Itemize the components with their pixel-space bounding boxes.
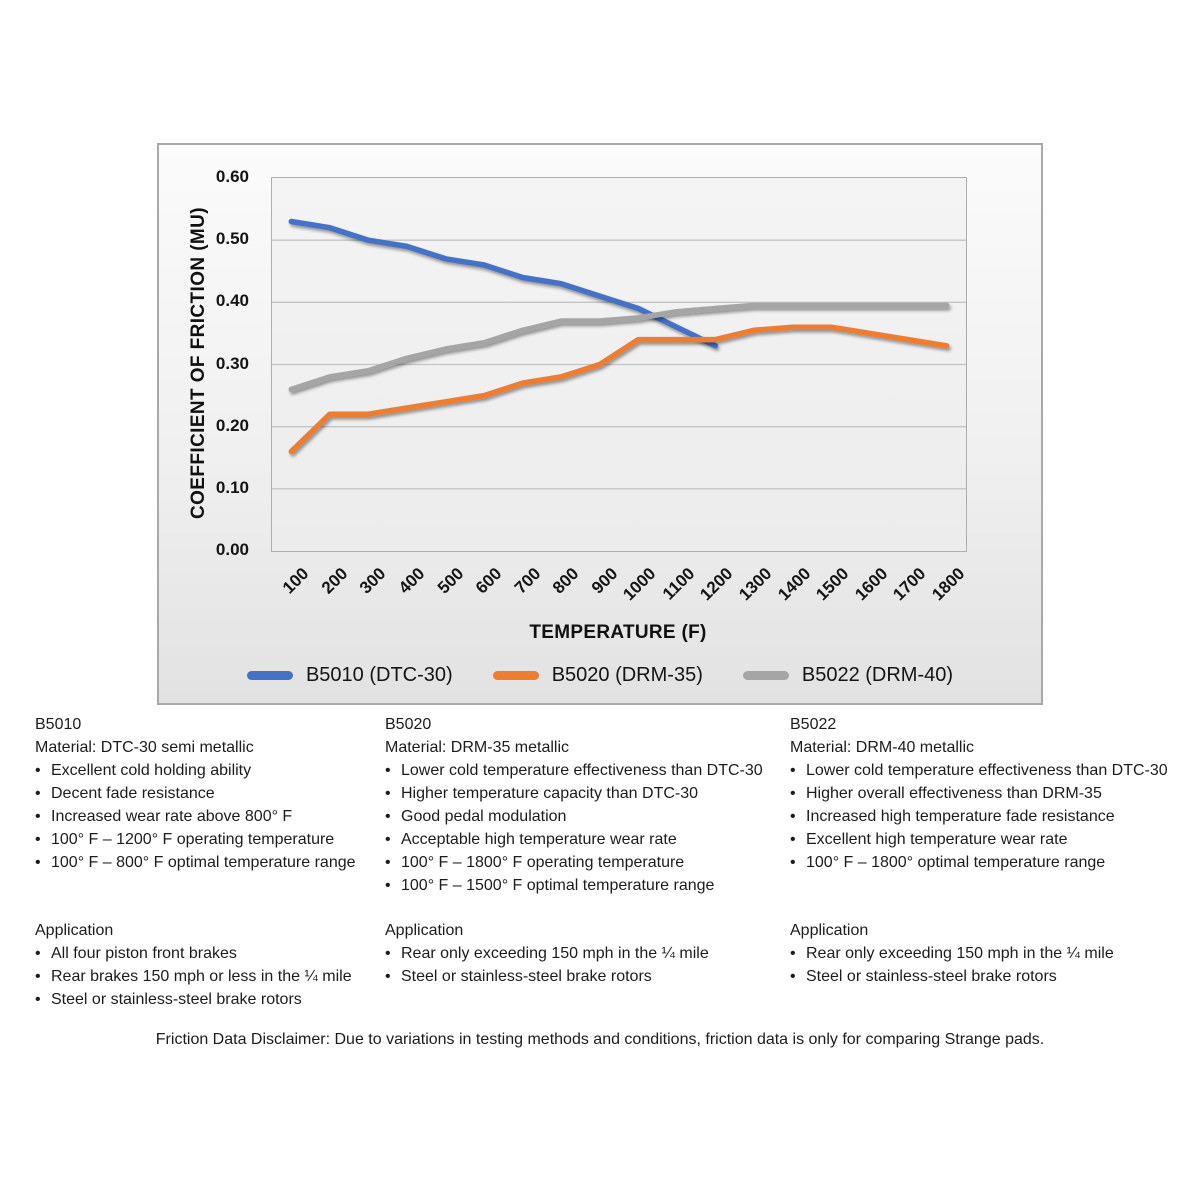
- legend-swatch-b5010: [247, 671, 293, 680]
- bullet-item: [790, 965, 1190, 988]
- x-tick-label: 300: [356, 564, 390, 598]
- bullet-item: [35, 759, 383, 782]
- bullet-glyph: •: [790, 945, 796, 962]
- bullet-text: 100° F – 800° F optimal temperature range: [51, 854, 356, 871]
- chart-svg: [272, 178, 966, 551]
- bullet-glyph: •: [35, 854, 41, 871]
- bullet-glyph: •: [35, 785, 41, 802]
- application-title: Application: [790, 922, 869, 939]
- material-line: Material: DRM-40 metallic: [790, 739, 975, 756]
- x-axis-title: TEMPERATURE (F): [529, 622, 707, 643]
- y-tick-label: 0.10: [215, 477, 249, 497]
- bullet-glyph: •: [790, 762, 796, 779]
- product-title: B5022: [790, 716, 837, 733]
- bullet-glyph: •: [385, 785, 391, 802]
- bullet-text: Acceptable high temperature wear rate: [401, 831, 677, 848]
- bullet-text: Increased high temperature fade resistance: [806, 808, 1115, 825]
- bullet-item: [385, 965, 787, 988]
- bullet-text: Rear only exceeding 150 mph in the ¼ mile: [401, 945, 709, 962]
- bullet-text: Decent fade resistance: [51, 785, 215, 802]
- bullet-item: [385, 942, 787, 965]
- bullet-item: [385, 874, 787, 897]
- bullet-item: [35, 805, 383, 828]
- bullet-item: [790, 805, 1190, 828]
- bullet-text: Steel or stainless-steel brake rotors: [401, 968, 652, 985]
- x-tick-label: 1400: [773, 564, 814, 605]
- bullet-text: 100° F – 1200° F operating temperature: [51, 831, 335, 848]
- bullet-text: Excellent cold holding ability: [51, 762, 252, 779]
- product-title: B5020: [385, 716, 432, 733]
- bullet-glyph: •: [385, 808, 391, 825]
- material-line: Material: DRM-35 metallic: [385, 739, 570, 756]
- bullet-item: [385, 782, 787, 805]
- x-tick-label: 900: [587, 564, 622, 598]
- bullet-text: 100° F – 1800° optimal temperature range: [806, 854, 1106, 871]
- bullet-item: [385, 828, 787, 851]
- bullet-glyph: •: [790, 831, 796, 848]
- bullet-item: [35, 828, 383, 851]
- bullet-text: Increased wear rate above 800° F: [51, 808, 293, 825]
- bullet-text: Steel or stainless-steel brake rotors: [806, 968, 1057, 985]
- application-title: Application: [35, 922, 114, 939]
- bullet-item: [385, 805, 787, 828]
- series-line-b5020: [291, 327, 946, 451]
- product-column-b5020: [385, 705, 787, 988]
- product-info-block: [35, 713, 383, 919]
- x-tick-label: 1100: [658, 564, 699, 604]
- bullet-text: Lower cold temperature effectiveness than DTC-30: [401, 762, 763, 779]
- x-tick-label: 700: [510, 564, 545, 598]
- x-tick-label: 500: [433, 564, 467, 598]
- material-line: Material: DTC-30 semi metallic: [35, 739, 254, 756]
- bullet-glyph: •: [35, 968, 41, 985]
- y-tick-label: 0.60: [215, 167, 249, 186]
- bullet-glyph: •: [35, 808, 41, 825]
- legend-swatch-b5022: [743, 671, 789, 680]
- bullet-text: 100° F – 1500° F optimal temperature range: [401, 877, 715, 894]
- bullet-item: [35, 988, 383, 1011]
- bullet-glyph: •: [790, 854, 796, 871]
- bullet-text: Excellent high temperature wear rate: [806, 831, 1068, 848]
- bullet-item: [35, 965, 383, 988]
- bullet-item: [35, 851, 383, 874]
- bullet-item: [790, 759, 1190, 782]
- bullet-item: [790, 782, 1190, 805]
- bullet-glyph: •: [385, 968, 391, 985]
- x-tick-label: 100: [279, 564, 313, 598]
- bullet-glyph: •: [790, 968, 796, 985]
- bullet-text: Rear brakes 150 mph or less in the ¼ mile: [51, 968, 352, 985]
- x-tick-label: 1600: [850, 564, 892, 605]
- legend-item-b5010: [247, 664, 453, 687]
- series-line-b5022: [291, 305, 946, 389]
- bullet-text: Steel or stainless-steel brake rotors: [51, 991, 302, 1008]
- legend-label-b5010: B5010 (DTC-30): [305, 664, 453, 686]
- legend: [159, 664, 1041, 687]
- product-info-block: [790, 713, 1190, 919]
- legend-label-b5020: B5020 (DRM-35): [551, 664, 703, 686]
- gridlines: [272, 240, 966, 489]
- x-tick-label: 800: [549, 564, 583, 598]
- bullet-glyph: •: [385, 877, 391, 894]
- bullet-glyph: •: [385, 945, 391, 962]
- bullet-text: Rear only exceeding 150 mph in the ¼ mile: [806, 945, 1114, 962]
- product-column-b5010: [35, 705, 383, 1011]
- bullet-text: Good pedal modulation: [401, 808, 567, 825]
- bullet-item: [35, 782, 383, 805]
- bullet-text: Higher temperature capacity than DTC-30: [401, 785, 699, 802]
- x-tick-label: 1500: [812, 564, 853, 605]
- y-tick-label: 0.40: [215, 291, 249, 311]
- bullet-text: All four piston front brakes: [51, 945, 237, 962]
- application-title: Application: [385, 922, 464, 939]
- chart-panel: [157, 143, 1043, 705]
- product-info-block: [385, 713, 787, 919]
- legend-label-b5022: B5022 (DRM-40): [801, 664, 954, 686]
- plot-area: [271, 177, 967, 552]
- legend-item-b5022: [743, 664, 953, 687]
- y-tick-label: 0.30: [215, 353, 249, 373]
- bullet-item: [790, 942, 1190, 965]
- bullet-glyph: •: [35, 991, 41, 1008]
- x-tick-label: 1700: [889, 564, 930, 605]
- bullet-glyph: •: [790, 808, 796, 825]
- bullet-glyph: •: [385, 831, 391, 848]
- bullet-text: Higher overall effectiveness than DRM-35: [806, 785, 1102, 802]
- product-title: B5010: [35, 716, 82, 733]
- x-tick-label: 600: [471, 564, 506, 598]
- x-tick-label: 1200: [696, 564, 737, 605]
- disclaimer-text: Friction Data Disclaimer: Due to variations in testing methods and conditions, friction data is only for comparing Strange pads.: [155, 1031, 1045, 1048]
- bullet-glyph: •: [790, 785, 796, 802]
- y-axis-title: COEFFICIENT OF FRICTION (MU): [188, 207, 209, 519]
- bullet-item: [790, 828, 1190, 851]
- y-tick-label: 0.50: [215, 229, 249, 249]
- legend-swatch-b5020: [493, 671, 539, 680]
- bullet-glyph: •: [35, 945, 41, 962]
- x-tick-label: 400: [394, 564, 429, 598]
- y-tick-label: 0.00: [215, 540, 249, 559]
- bullet-text: 100° F – 1800° F operating temperature: [401, 854, 685, 871]
- bullet-item: [385, 851, 787, 874]
- x-tick-label: 1300: [735, 564, 776, 605]
- bullet-text: Lower cold temperature effectiveness than DTC-30: [806, 762, 1168, 779]
- x-tick-label: 1000: [619, 564, 660, 605]
- bullet-glyph: •: [35, 762, 41, 779]
- y-tick-label: 0.20: [215, 415, 249, 435]
- series-lines: [291, 222, 946, 452]
- bullet-glyph: •: [35, 831, 41, 848]
- bullet-item: [385, 759, 787, 782]
- x-tick-label: 1800: [927, 564, 969, 605]
- x-tick-label: 200: [317, 564, 352, 598]
- bullet-item: [35, 942, 383, 965]
- legend-item-b5020: [493, 664, 703, 687]
- bullet-glyph: •: [385, 854, 391, 871]
- bullet-glyph: •: [385, 762, 391, 779]
- bullet-item: [790, 851, 1190, 874]
- product-column-b5022: [790, 705, 1190, 988]
